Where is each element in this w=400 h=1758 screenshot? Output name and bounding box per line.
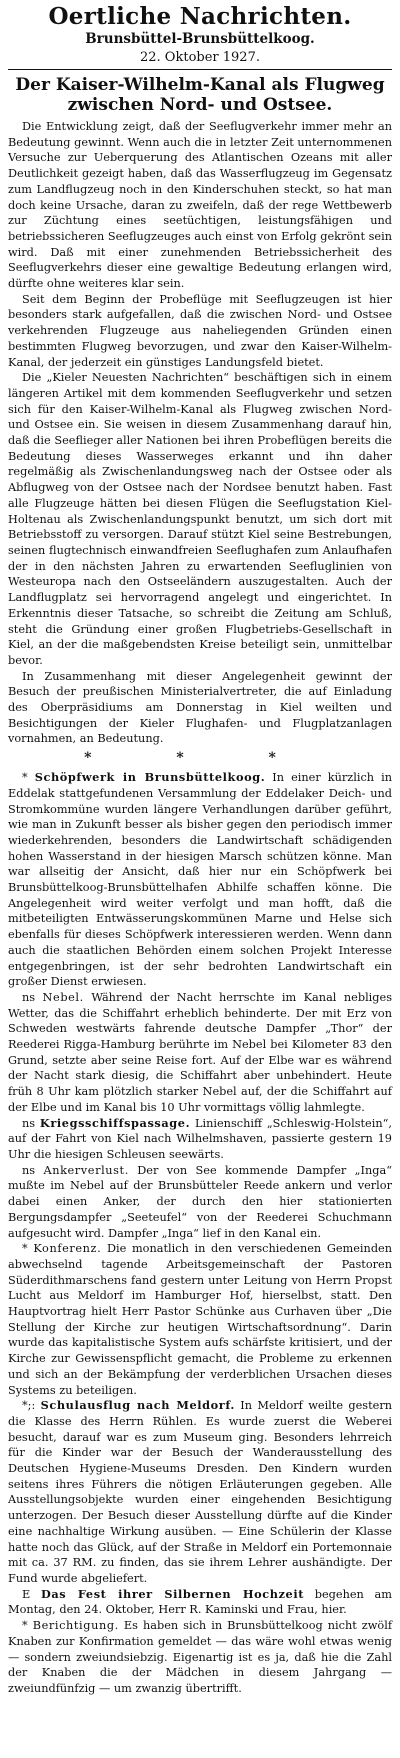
news-item-marker: *: [22, 1619, 28, 1633]
news-item-text: In Meldorf weilte gestern die Klasse des Herrn Rühlen. Es wurde zuerst die Weberei besucht, darauf war es zum Museum ging. Besonders lehrreich für die Kinder war der Besuch der Wanderausstellung des Deutschen Hygiene-Museums Dresden. Den Kindern wurden seitens ihres Führers die nötigen Erläuterungen gegeben. Alle Ausstellungsobjekte wurden einer eingehenden Besichtigung unterzogen. Der Besuch dieser Ausstellung dürfte auf die Kinder eine nachhaltige Wirkung ausüben. — Eine Schülerin der Klasse hatte noch das Glück, auf der Straße in Meldorf ein Portemonnaie mit ca. 37 RM. zu finden, das sie ihrem Lehrer aushändigte. Der Fund wurde abgeliefert.: [8, 1399, 392, 1585]
news-item-keyword: Ankerverlust.: [43, 1163, 129, 1177]
news-item-marker: *;:: [22, 1399, 36, 1413]
news-item-text: begehen am Montag, den 24. Oktober, Herr R. Kaminski und Frau, hier.: [8, 1587, 392, 1617]
news-item-keyword: Das Fest ihrer Silbernen Hochzeit: [40, 1586, 305, 1601]
news-item-konferenz: [8, 1241, 392, 1398]
news-item-marker: *: [22, 1242, 28, 1256]
news-item-schoepfwerk: [8, 770, 392, 990]
news-item-text: Die monatlich in den verschiedenen Gemeinden abwechselnd tagende Arbeitsgemeinschaft der Pastoren Süderdithmarschens fand gestern unter Leitung von Herrn Propst Lucht aus Meldorf im Hamburger Hof, hierselbst, statt. Den Hauptvortrag hielt Herr Pastor Schünke aus Curhaven über „Die Stellung der Kirche zur heutigen Wirtschaftsordnung“. Darin wurde das kapitalistische System aufs schärfste kritisiert, und der Kirche zur Gewissenspflicht gemacht, die Probleme zu erkennen und sich an der Bekämpfung der verderblichen Ursachen dieses Systems zu beteiligen.: [8, 1242, 393, 1397]
news-item-keyword: Berichtigung.: [32, 1619, 119, 1633]
news-item-keyword: Schulausflug nach Meldorf.: [40, 1398, 235, 1413]
news-item-keyword: Konferenz.: [33, 1242, 102, 1256]
news-item-schulausflug: [8, 1398, 392, 1586]
news-item-text: Es haben sich in Brunsbüttelkoog nicht zwölf Knaben zur Konfirmation gemeldet — das wäre wohl etwas wenig — sondern zweiundsiebzig. Eigenartig ist es ja, daß hie die Zahl der Knaben die der Mädchen in diesem Jahrgang — zweiundfünfzig — um zwanzig übertrifft.: [8, 1619, 393, 1695]
section-subtitle: Brunsbüttel-Brunsbüttelkoog.: [85, 31, 315, 47]
news-item-marker: E: [22, 1587, 31, 1601]
lead-paragraph-4: In Zusammenhang mit dieser Angelegenheit gewinnt der Besuch der preußischen Ministerialvertreter, die auf Einladung des Oberpräsidiums am Donnerstag in Kiel weilten und Besichtigungen der Kieler Flughafen- und Flugplatzanlagen vornahmen, an Bedeutung.: [8, 669, 392, 746]
news-item-silberne-hochzeit: [8, 1587, 392, 1618]
news-item-marker: *: [22, 771, 28, 785]
section-title: Oertliche Nachrichten.: [48, 3, 352, 30]
news-item-marker: ns: [22, 1116, 36, 1130]
news-item-text: In einer kürzlich in Eddelak stattgefundenen Versammlung der Eddelaker Deich- und Stromkommüne wurden längere Verhandlungen darüber geführt, wie man in Zukunft besser als bisher gegen den periodisch immer wiederkehrenden, besonders die Landwirtschaft schädigenden hohen Wasserstand in der hiesigen Marsch schützen könne. Man war allseitig der Ansicht, daß hier nur ein Schöpfwerk bei Brunsbüttelkoog-Brunsbüttelhafen Abhilfe schaffen könne. Die Angelegenheit wird weiter verfolgt und man hofft, daß die mitbeteiligten Entwässerungskommünen Marne und Helse sich ebenfalls für dieses Schöpfwerk interessieren werden. Wenn dann auch die staatlichen Behörden einem solchen Projekt Interesse entgegenbringen, ist der sehr bedrohten Landwirtschaft ein großer Dienst erwiesen.: [8, 771, 392, 989]
news-item-marker: ns: [22, 1163, 36, 1177]
news-item-nebel: [8, 990, 392, 1116]
lead-paragraph-3: Die „Kieler Neuesten Nachrichten“ beschäftigen sich in einem längeren Artikel mit dem kommenden Seeflugverkehr und setzen sich für den Kaiser-Wilhelm-Kanal als Flugweg zwischen Nord- und Ostsee ein. Sie weisen in diesem Zusammenhang darauf hin, daß die Seeflieger aller Nationen bei ihren Probeflügen bereits die Bedeutung dieses Wasserweges erkannt und ihn daher regelmäßig als Zwischenlandungsweg nach der Ostsee oder als Abflugweg von der Ostsee nach der Nordsee benutzt haben. Fast alle Flugzeuge hätten bei diesen Flügen die Seeflugstation Kiel-Holtenau als Zwischenlandungspunkt benutzt, um sich dort mit Betriebsstoff zu versorgen. Darauf stützt Kiel seine Bestrebungen, seinen flugtechnisch einwandfreien Seeflughafen zum Anlaufhafen der in den nächsten Jahren zu erwartenden Seefluglinien von Westeuropa nach den Ostseeländern auszugestalten. Auch der Landflugplatz sei hervorragend angelegt und eingerichtet. In Erkenntnis dieser Tatsache, so schreibt die Zeitung am Schluß, steht die Gründung einer großen Flugbetriebs-Gesellschaft in Kiel, an der die maßgebendsten Kreise beteiligt sein, unmittelbar bevor.: [8, 371, 392, 667]
news-item-text: Der von See kommende Dampfer „Inga“ mußte im Nebel auf der Brunsbütteler Reede ankern und verlor dabei einen Anker, der durch den hier stationierten Bergungsdampfer „Seeteufel“ von der Reederei Schuchmann aufgesucht wird. Dampfer „Inga“ lief in den Kanal ein.: [8, 1163, 393, 1240]
lead-paragraph-1: Die Entwicklung zeigt, daß der Seeflugverkehr immer mehr an Bedeutung gewinnt. Wenn auch die in letzter Zeit unternommenen Versuche zur Ueberquerung des Atlantischen Ozeans mit aller Deutlichkeit gezeigt haben, daß das Wasserflugzeug im Gegensatz zum Landflugzeug noch in den Kinderschuhen steckt, so hat man doch keine Ursache, daran zu zweifeln, daß der rege Wettbewerb zur Züchtung eines seetüchtigen, leistungsfähigen und betriebssicheren Seeflugzeuges auch einst von Erfolg gekrönt sein wird. Daß mit einer zunehmenden Betriebssicherheit des Seeflugverkehrs dieser eine gewaltige Bedeutung erlangen wird, dürfte ohne weiteres klar sein.: [8, 120, 392, 291]
section-separator: * * *: [84, 750, 316, 767]
news-item-keyword: Schöpfwerk in Brunsbüttelkoog.: [34, 770, 266, 785]
news-item-keyword: Kriegsschiffspassage.: [39, 1115, 191, 1130]
lead-paragraph-2: Seit dem Beginn der Probeflüge mit Seeflugzeugen ist hier besonders stark aufgefallen, daß die zwischen Nord- und Ostsee verkehrenden Flugzeuge aus naheliegenden Gründen einen bestimmten Flugweg bevorzugen, und zwar den Kaiser-Wilhelm-Kanal, der jederzeit ein günstiges Landungsfeld bietet.: [8, 292, 392, 369]
news-item-ankerverlust: [8, 1163, 392, 1242]
news-item-marker: ns: [22, 990, 36, 1004]
news-item-keyword: Nebel.: [42, 990, 84, 1004]
news-item-kriegsschiffspassage: [8, 1116, 392, 1163]
issue-date: 22. Oktober 1927.: [140, 50, 260, 65]
header-rule: [8, 69, 392, 70]
news-item-berichtigung: [8, 1618, 392, 1697]
news-item-text: Während der Nacht herrschte im Kanal nebliges Wetter, das die Schiffahrt erheblich behinderte. Der mit Erz von Schweden westwärts fahrende deutsche Dampfer „Thor“ der Reederei Rigga-Hamburg berührte im Nebel bei Kilometer 83 den Grund, setzte aber seine Reise fort. Auf der Elbe war es während der Nacht stark diesig, die Schiffahrt aber unbehindert. Heute früh 8 Uhr kam plötzlich starker Nebel auf, der die Schiffahrt auf der Elbe und im Kanal bis 10 Uhr vormittags völlig lahmlegte.: [8, 990, 393, 1114]
news-item-text: Linienschiff „Schleswig-Holstein“, auf der Fahrt von Kiel nach Wilhelmshaven, passierte gestern 19 Uhr die hiesigen Schleusen seewärts.: [8, 1116, 392, 1161]
lead-article-headline: Der Kaiser-Wilhelm-Kanal als Flugweg zwischen Nord- und Ostsee.: [15, 75, 385, 115]
